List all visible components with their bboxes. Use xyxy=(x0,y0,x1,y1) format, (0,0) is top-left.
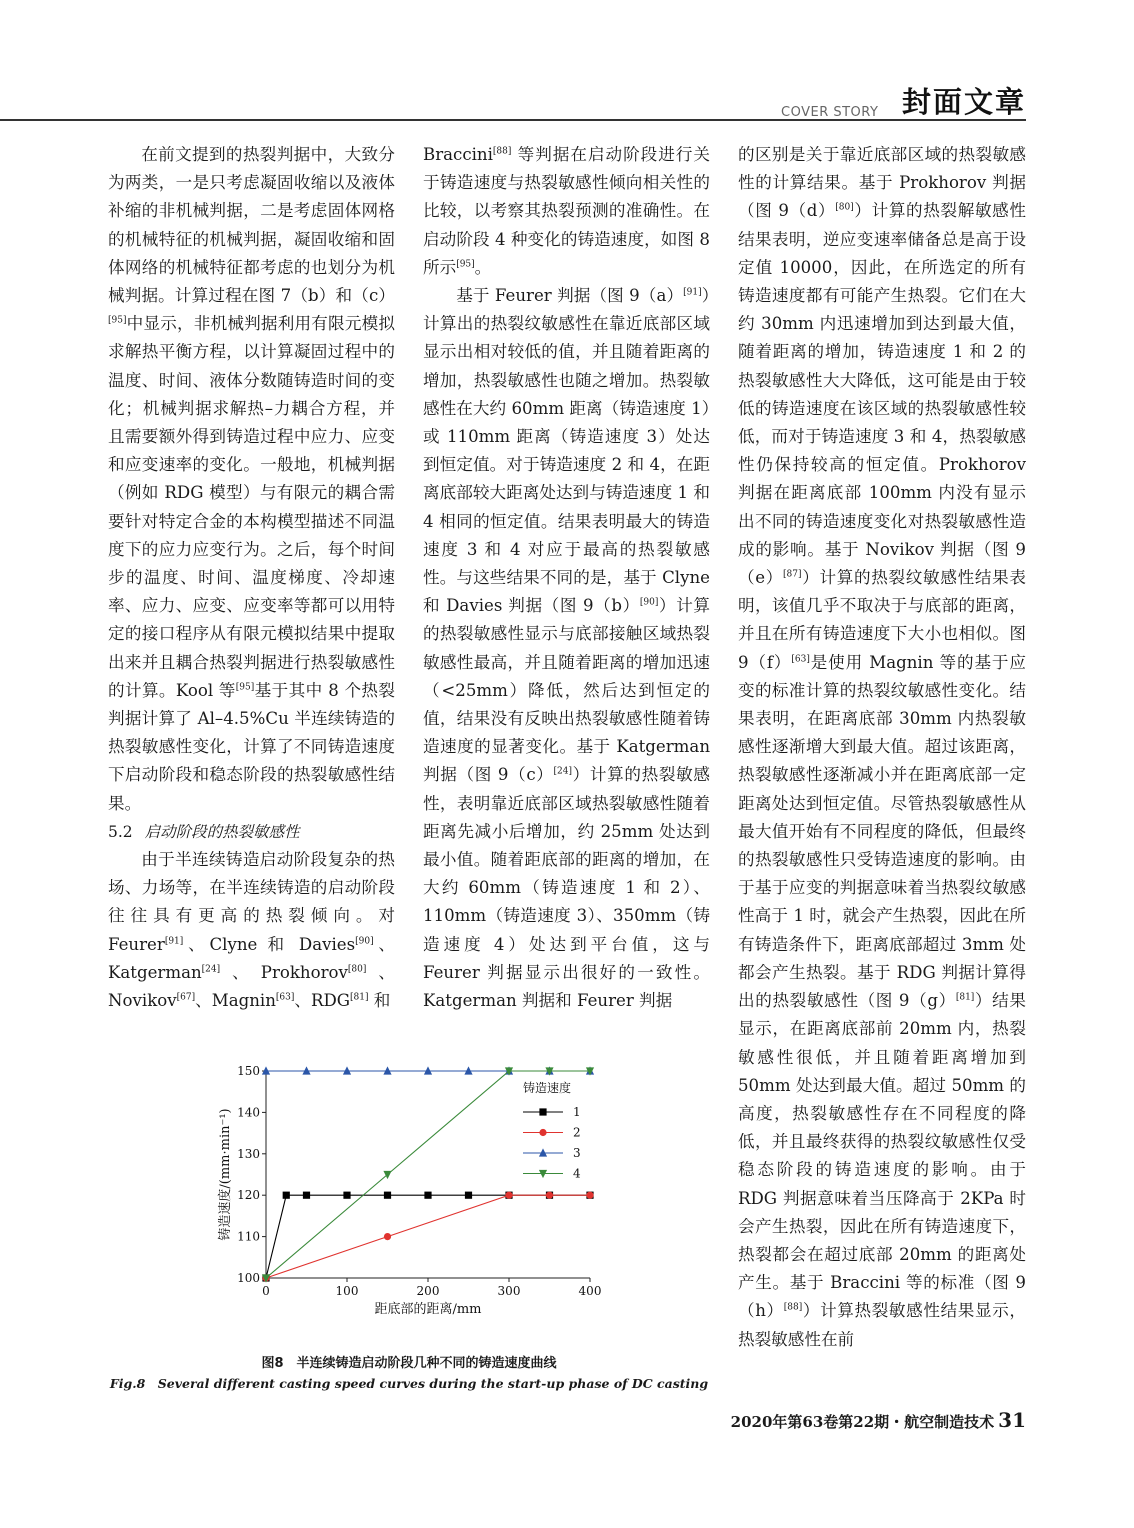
citation: [95] xyxy=(108,315,127,326)
text-column-1 xyxy=(108,141,395,1015)
x-tick-label: 0 xyxy=(262,1284,270,1298)
text-run: 、RDG xyxy=(294,991,351,1011)
legend-title: 铸造速度 xyxy=(523,1081,572,1095)
text-run: 是使用 Magnin 等的基于应变的标准计算的热裂纹敏感性变化。结果表明，在距离底部 30mm 内热裂敏感性逐渐增大到最大值。超过该距离，热裂敏感性逐渐减小并在距离底部一定距离处达到恒定值。尽管热裂敏感性从最大值开始有不同程度的降低，但最终的热裂敏感性只受铸造速度的影响。由于基于应变的判据意味着当热裂纹敏感性高于 1 时，就会产生热裂，因此在所有铸造条件下，距离底部超过 3mm 处都会产生热裂。基于 RDG 判据计算得出的热裂敏感性（图 9（g） xyxy=(738,652,1026,1011)
page-footer xyxy=(720,1408,1026,1432)
section-heading xyxy=(108,818,395,846)
text-run: 由于半连续铸造启动阶段复杂的热场、力场等，在半连续铸造的启动阶段往往具有更高的热裂倾向。对 Feurer xyxy=(108,850,395,954)
text-run: ）计算的热裂纹敏感性结果表明，该值几乎不取决于与底部的距离，并且在所有铸造速度下大小也相似。图 9（f） xyxy=(738,568,1026,672)
journal-info: 2020年第63卷第22期・航空制造技术 xyxy=(730,1413,995,1431)
text-run: 等判据在启动阶段进行关于铸造速度与热裂敏感性倾向相关性的比较，以考察其热裂预测的准确性。在启动阶段 4 种变化的铸造速度，如图 8 所示 xyxy=(423,145,710,277)
section-title: 启动阶段的热裂敏感性 xyxy=(144,822,300,841)
header-section-en: COVER STORY xyxy=(781,105,879,120)
paragraph xyxy=(108,846,395,1015)
legend-label-2: 2 xyxy=(573,1125,581,1140)
marker-series-2 xyxy=(586,1192,593,1199)
text-run: 基于 Feurer 判据（图 9（a） xyxy=(456,286,684,306)
marker-series-1 xyxy=(283,1192,290,1199)
text-run: 在前文提到的热裂判据中，大致分为两类，一是只考虑凝固收缩以及液体补缩的非机械判据，二是考虑固体网格的机械特征的机械判据，凝固收缩和固体网络的机械特征都考虑的也划分为机械判据。计算过程在图 7（b）和（c） xyxy=(108,145,395,306)
text-run: ）计算的热裂敏感性显示与底部接触区域热裂敏感性最高，并且随着距离的增加迅速（<25mm）降低，然后达到恒定的值，结果没有反映出热裂敏感性随着铸造速度的显著变化。基于 Katgerman 判据（图 9（c） xyxy=(423,596,711,785)
x-tick-label: 300 xyxy=(497,1284,521,1298)
marker-series-4 xyxy=(383,1171,391,1179)
figure-caption-en: Fig.8 Several different casting speed curves during the start-up phase of DC casting xyxy=(109,1376,709,1391)
x-tick-label: 400 xyxy=(578,1284,602,1298)
marker-series-2 xyxy=(539,1129,546,1136)
text-run: 的区别是关于靠近底部区域的热裂敏感性的计算结果。基于 Prokhorov 判据（图 9（d） xyxy=(738,145,1026,221)
y-tick-label: 100 xyxy=(237,1271,260,1285)
marker-series-2 xyxy=(546,1192,553,1199)
citation: [81] xyxy=(350,992,369,1003)
text-run: ）计算出的热裂纹敏感性在靠近底部区域显示出相对较低的值，并且随着距离的增加，热裂敏感性也随之增加。热裂敏感性在大约 60mm 距离（铸造速度 1）或 110mm 距离（铸造速度 3）处达到恒定值。对于铸造速度 2 和 4，在距离底部较大距离处达到与铸造速度 1 和 4 相同的恒定值。结果表明最大的铸造速度 3 和 4 对应于最高的热裂敏感性。与这些结果不同的是，基于 Clyne 和 Davies 判据（图 9（b） xyxy=(423,286,711,616)
citation: [91] xyxy=(683,287,702,298)
text-run: 。 xyxy=(474,257,492,277)
citation: [88] xyxy=(783,1302,803,1313)
citation: [90] xyxy=(355,936,374,947)
citation: [95] xyxy=(456,259,475,270)
text-run: ）计算的热裂敏感性，表明靠近底部区域热裂敏感性随着距离先减小后增加，约 25mm 处达到最小值。随着距底部的距离的增加，在大约 60mm（铸造速度 1 和 2）、110mm（铸造速度 3）、350mm（铸造速度 4）处达到平台值，这与 Feurer 判据显示出很好的一致性。Katgerman 判据和 Feurer 判据 xyxy=(423,765,710,1011)
text-run: ）计算热裂敏感性结果显示，热裂敏感性在前 xyxy=(738,1301,1027,1349)
citation: [80] xyxy=(347,964,367,975)
citation: [95] xyxy=(235,682,255,693)
marker-series-1 xyxy=(424,1192,431,1199)
text-run: 和 xyxy=(368,991,391,1011)
y-tick-label: 130 xyxy=(237,1146,260,1161)
text-run: ）计算的热裂解敏感性结果表明，逆应变速率储备总是高于设定值 10000，因此，在所选定的所有铸造速度都有可能产生热裂。它们在大约 30mm 内迅速增加到达到最大值，随着距离的增加，铸造速度 1 和 2 的热裂敏感性大大降低，这可能是由于较低的铸造速度在该区域的热裂敏感性较低，而对于铸造速度 3 和 4，热裂敏感性仍保持较高的恒定值。Prokhorov 判据在距离底部 100mm 内没有显示出不同的铸造速度变化对热裂敏感性造成的影响。基于 Novikov 判据（图 9（e） xyxy=(738,201,1026,588)
y-axis-label: 铸造速度/(mm·min⁻¹) xyxy=(218,1108,233,1241)
citation: [91] xyxy=(164,936,184,947)
marker-series-2 xyxy=(505,1192,512,1199)
citation: [63] xyxy=(791,654,810,665)
citation: [67] xyxy=(176,992,196,1003)
marker-series-2 xyxy=(384,1233,391,1240)
text-run: 、Katgerman xyxy=(108,934,395,982)
citation: [80] xyxy=(835,202,854,213)
citation: [81] xyxy=(955,992,975,1003)
paragraph xyxy=(423,141,710,282)
paragraph xyxy=(108,141,395,818)
legend-label-3: 3 xyxy=(573,1146,581,1160)
y-tick-label: 150 xyxy=(237,1064,260,1078)
text-run: ）结果显示，在距离底部前 20mm 内，热裂敏感性很低，并且随着距离增加到 50mm 处达到最大值。超过 50mm 的高度，热裂敏感性存在不同程度的降低，并且最终获得的热裂纹敏感性仅受稳态阶段的铸造速度的影响。由于 RDG 判据意味着当压降高于 2KPa 时会产生热裂，因此在所有铸造速度下，热裂都会在超过底部 20mm 的距离处产生。基于 Braccini 等的标准（图 9（h） xyxy=(738,991,1026,1321)
text-run: 、Magnin xyxy=(195,991,276,1011)
y-tick-label: 120 xyxy=(237,1188,260,1203)
marker-series-1 xyxy=(465,1192,472,1199)
citation: [24] xyxy=(201,964,221,975)
x-tick-label: 200 xyxy=(416,1284,440,1298)
text-run: 、Novikov xyxy=(108,962,396,1011)
legend-label-1: 1 xyxy=(573,1105,581,1119)
marker-series-1 xyxy=(539,1108,546,1115)
figure-8 xyxy=(108,1052,710,1392)
figure-caption-cn: 图8 半连续铸造启动阶段几种不同的铸造速度曲线 xyxy=(261,1356,557,1371)
casting-speed-chart xyxy=(108,1052,710,1342)
citation: [63] xyxy=(275,992,295,1003)
x-tick-label: 100 xyxy=(335,1284,359,1298)
header-section-cn: 封面文章 xyxy=(902,85,1027,119)
text-column-3 xyxy=(738,141,1026,1354)
legend-label-4: 4 xyxy=(573,1166,581,1181)
x-axis-label: 距底部的距离/mm xyxy=(374,1302,482,1317)
paragraph xyxy=(423,282,710,1015)
section-number: 5.2 xyxy=(108,822,133,841)
marker-series-1 xyxy=(303,1192,310,1199)
citation: [24] xyxy=(553,766,573,777)
text-run: 、Clyne 和 Davies xyxy=(183,934,356,954)
page-number: 31 xyxy=(998,1408,1026,1432)
marker-series-1 xyxy=(343,1192,350,1199)
text-run: 、Prokhorov xyxy=(220,962,348,982)
text-run: 基于其中 8 个热裂判据计算了 Al–4.5%Cu 半连续铸造的热裂敏感性变化，计算了不同铸造速度下启动阶段和稳态阶段的热裂敏感性结果。 xyxy=(108,680,396,813)
y-tick-label: 140 xyxy=(237,1105,260,1120)
text-run: Braccini xyxy=(423,145,493,164)
text-column-2 xyxy=(423,141,710,1015)
paragraph xyxy=(738,141,1026,1354)
text-run: 中显示，非机械判据利用有限元模拟求解热平衡方程，以计算凝固过程中的温度、时间、液体分数随铸造时间的变化；机械判据求解热–力耦合方程，并且需要额外得到铸造过程中应力、应变和应变速率的变化。一般地，机械判据（例如 RDG 模型）与有限元的耦合需要针对特定合金的本构模型描述不同温度下的应力应变行为。之后，每个时间步的温度、时间、温度梯度、冷却速率、应力、应变、应变率等都可以用特定的接口程序从有限元模拟结果中提取出来并且耦合热裂判据进行热裂敏感性的计算。Kool 等 xyxy=(108,314,395,700)
citation: [88] xyxy=(492,146,512,157)
marker-series-1 xyxy=(384,1192,391,1199)
citation: [90] xyxy=(639,597,659,608)
citation: [87] xyxy=(783,569,802,580)
y-tick-label: 110 xyxy=(237,1229,260,1244)
